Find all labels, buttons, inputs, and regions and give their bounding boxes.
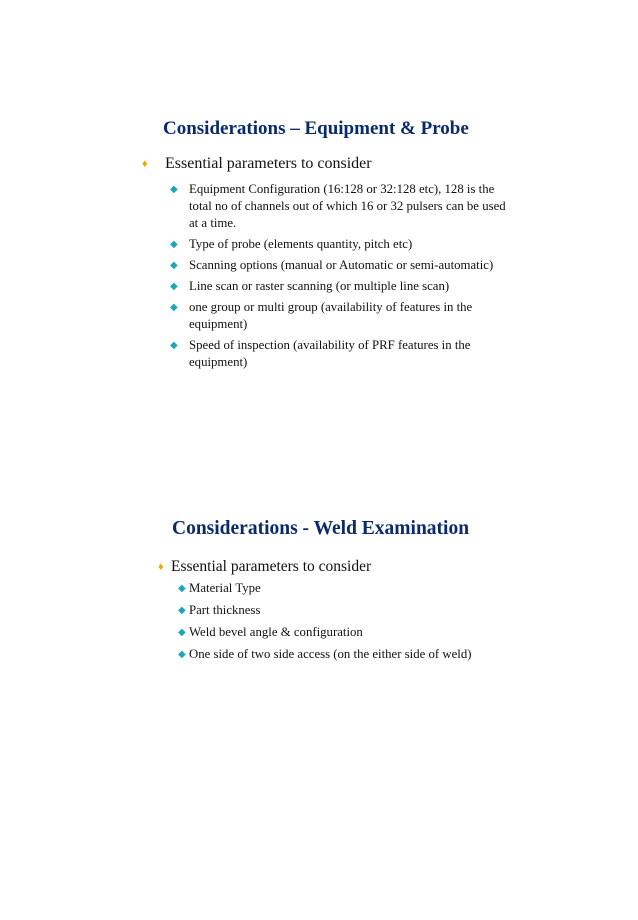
diamond-bullet-icon: ◆ — [170, 340, 178, 351]
list-item — [170, 278, 510, 295]
diamond-bullet-icon: ♦ — [142, 158, 148, 170]
bullet-heading: Essential parameters to consider — [171, 558, 372, 575]
sub-bullet-list — [178, 580, 478, 668]
list-item — [170, 236, 510, 253]
slide-title: Considerations - Weld Examination — [172, 518, 470, 539]
list-item — [178, 580, 478, 597]
diamond-bullet-icon: ◆ — [170, 184, 178, 195]
bullet-heading: Essential parameters to consider — [165, 155, 372, 172]
slide-title: Considerations – Equipment & Probe — [163, 118, 469, 139]
diamond-bullet-icon: ◆ — [170, 281, 178, 292]
list-item — [178, 646, 478, 663]
list-item-text: Weld bevel angle & configuration — [189, 625, 363, 639]
level1-bullet — [158, 557, 371, 577]
list-item — [178, 602, 478, 619]
list-item-text: Material Type — [189, 581, 261, 595]
diamond-bullet-icon: ◆ — [178, 649, 186, 660]
diamond-bullet-icon: ◆ — [170, 302, 178, 313]
list-item — [170, 299, 510, 333]
sub-bullet-list — [170, 181, 510, 375]
list-item-text: Line scan or raster scanning (or multiple line scan) — [189, 279, 450, 293]
diamond-bullet-icon: ◆ — [178, 583, 186, 594]
level1-bullet — [142, 154, 372, 174]
list-item-text: Speed of inspection (availability of PRF features in the equipment) — [189, 338, 471, 369]
list-item — [170, 181, 510, 232]
diamond-bullet-icon: ◆ — [170, 239, 178, 250]
diamond-bullet-icon: ◆ — [178, 605, 186, 616]
list-item-text: Scanning options (manual or Automatic or semi-automatic) — [189, 258, 494, 272]
list-item-text: one group or multi group (availability of features in the equipment) — [189, 300, 473, 331]
list-item-text: Equipment Configuration (16:128 or 32:128 etc), 128 is the total no of channels out of which 16 or 32 pulsers can be used at a time. — [189, 182, 506, 230]
slide-weld-examination — [0, 460, 638, 920]
diamond-bullet-icon: ♦ — [158, 561, 164, 573]
list-item-text: Part thickness — [189, 603, 261, 617]
list-item-text: Type of probe (elements quantity, pitch etc) — [189, 237, 413, 251]
diamond-bullet-icon: ◆ — [178, 627, 186, 638]
diamond-bullet-icon: ◆ — [170, 260, 178, 271]
list-item — [170, 257, 510, 274]
list-item — [178, 624, 478, 641]
list-item-text: One side of two side access (on the either side of weld) — [189, 647, 472, 661]
list-item — [170, 337, 510, 371]
